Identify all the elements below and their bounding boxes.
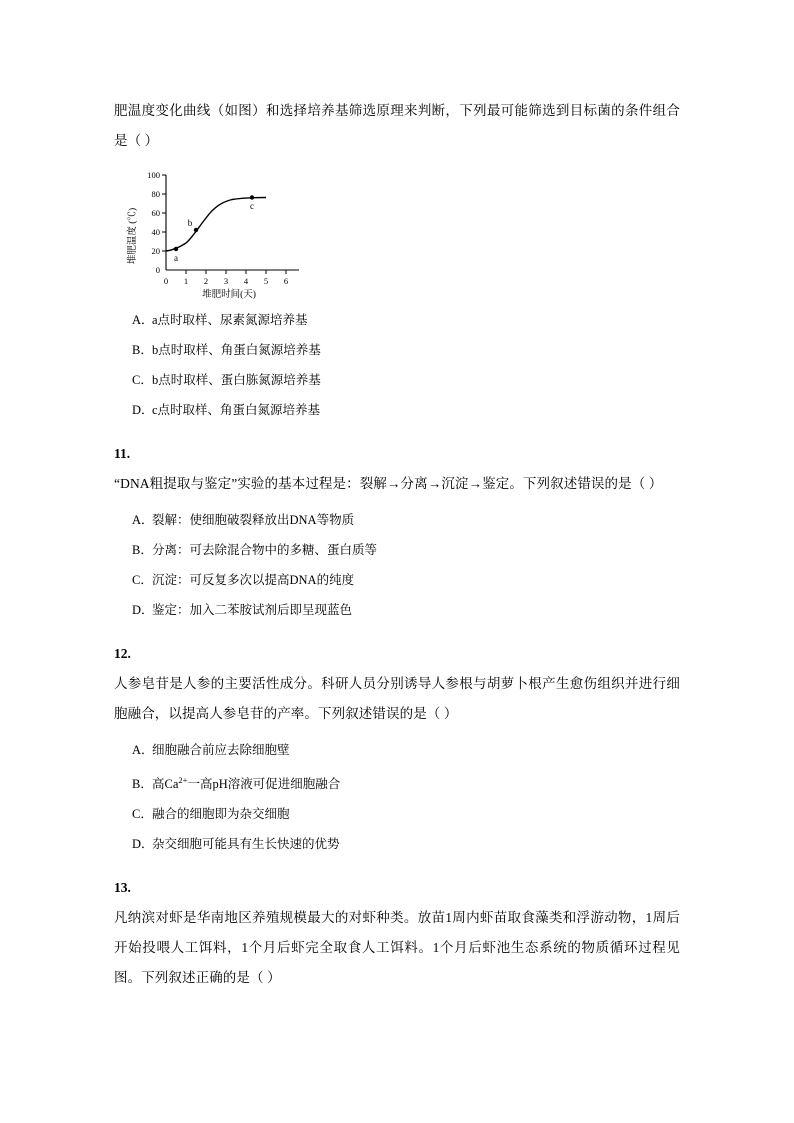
choice-label: A． [132, 313, 154, 327]
choice-text: 裂解：使细胞破裂释放出DNA等物质 [152, 513, 355, 527]
question-number-11: 11. [114, 446, 131, 461]
choice-text: b点时取样、蛋白胨氮源培养基 [152, 373, 321, 387]
choice-text-pre: 高Ca [152, 777, 179, 792]
choice-text: 分离：可去除混合物中的多糖、蛋白质等 [152, 543, 378, 557]
y-tick-80: 80 [151, 189, 160, 199]
choice-text-post: 一高pH溶液可促进细胞融合 [187, 777, 341, 792]
question-intro: 肥温度变化曲线（如图）和选择培养基筛选原理来判断，下列最可能筛选到目标菌的条件组合是（ ） [114, 103, 680, 148]
figure-compost-temperature-curve [114, 164, 680, 299]
choice-text: 融合的细胞即为杂交细胞 [152, 807, 290, 822]
x-tick-2: 2 [203, 276, 209, 286]
choice-c[interactable] [114, 565, 680, 595]
question-number-13: 13. [114, 880, 131, 896]
point-b-marker [194, 228, 198, 232]
choice-text: 鉴定：加入二苯胺试剂后即呈现蓝色 [152, 603, 353, 617]
choice-list-q12 [114, 735, 680, 859]
y-tick-100: 100 [147, 170, 160, 180]
choice-label: D． [132, 603, 154, 617]
choice-text: 杂交细胞可能具有生长快速的优势 [152, 837, 340, 852]
line-chart-svg [124, 164, 354, 299]
choice-c[interactable] [114, 799, 680, 829]
point-c-label: c [250, 201, 254, 211]
x-tick-0: 0 [163, 276, 169, 286]
choice-label: B． [132, 543, 153, 557]
point-c-marker [250, 195, 254, 199]
point-b-label: b [187, 218, 193, 228]
choice-d[interactable] [114, 395, 680, 425]
x-axis-label: 堆肥时间(天) [202, 290, 256, 299]
point-a-label: a [174, 253, 178, 263]
x-tick-6: 6 [283, 276, 289, 286]
choice-b[interactable] [114, 765, 680, 799]
question-number-12: 12. [114, 646, 131, 661]
choice-b[interactable] [114, 535, 680, 565]
choice-list-q11 [114, 505, 680, 625]
choice-label: A． [132, 513, 154, 527]
choice-a[interactable] [114, 505, 680, 535]
choice-a[interactable] [114, 735, 680, 765]
choice-label: A． [132, 743, 154, 757]
choice-label: D． [132, 403, 154, 417]
choice-b[interactable] [114, 335, 680, 365]
y-tick-20: 20 [151, 246, 160, 256]
x-tick-5: 5 [263, 276, 269, 286]
choice-text: c点时取样、角蛋白氮源培养基 [152, 403, 321, 417]
choice-label: B． [132, 777, 153, 792]
choice-label: C． [132, 573, 153, 587]
y-tick-40: 40 [151, 227, 160, 237]
choice-text: 沉淀：可反复多次以提高DNA的纯度 [152, 573, 355, 587]
choice-text-superscript: 2+ [178, 775, 188, 785]
choice-list-q10 [114, 305, 680, 425]
choice-text: b点时取样、角蛋白氮源培养基 [152, 343, 321, 357]
x-tick-4: 4 [243, 276, 249, 286]
question-intro-11: “DNA粗提取与鉴定”实验的基本过程是：裂解→分离→沉淀→鉴定。下列叙述错误的是（ ） [114, 476, 663, 491]
question-intro-12: 人参皂苷是人参的主要活性成分。科研人员分别诱导人参根与胡萝卜根产生愈伤组织并进行细胞融合，以提高人参皂苷的产率。下列叙述错误的是（ ） [114, 676, 680, 721]
choice-d[interactable] [114, 595, 680, 625]
choice-text: 细胞融合前应去除细胞壁 [152, 743, 290, 757]
choice-label: C． [132, 373, 153, 387]
point-a-marker [174, 247, 178, 251]
chart-container [124, 164, 354, 299]
choice-label: D． [132, 837, 154, 852]
y-axis-label: 堆肥温度 (℃) [128, 207, 138, 265]
y-tick-0: 0 [155, 265, 160, 275]
choice-a[interactable] [114, 305, 680, 335]
x-tick-3: 3 [223, 276, 229, 286]
choice-label: B． [132, 343, 153, 357]
choice-text: a点时取样、尿素氮源培养基 [152, 313, 308, 327]
choice-c[interactable] [114, 365, 680, 395]
x-tick-1: 1 [183, 276, 189, 286]
choice-d[interactable] [114, 829, 680, 859]
question-intro-13: 凡纳滨对虾是华南地区养殖规模最大的对虾种类。放苗1周内虾苗取食藻类和浮游动物，1周后开始投喂人工饵料，1个月后虾完全取食人工饵料。1个月后虾池生态系统的物质循环过程见图。下列叙述正确的是（ ） [114, 910, 680, 986]
choice-label: C． [132, 807, 153, 822]
y-tick-60: 60 [151, 208, 160, 218]
